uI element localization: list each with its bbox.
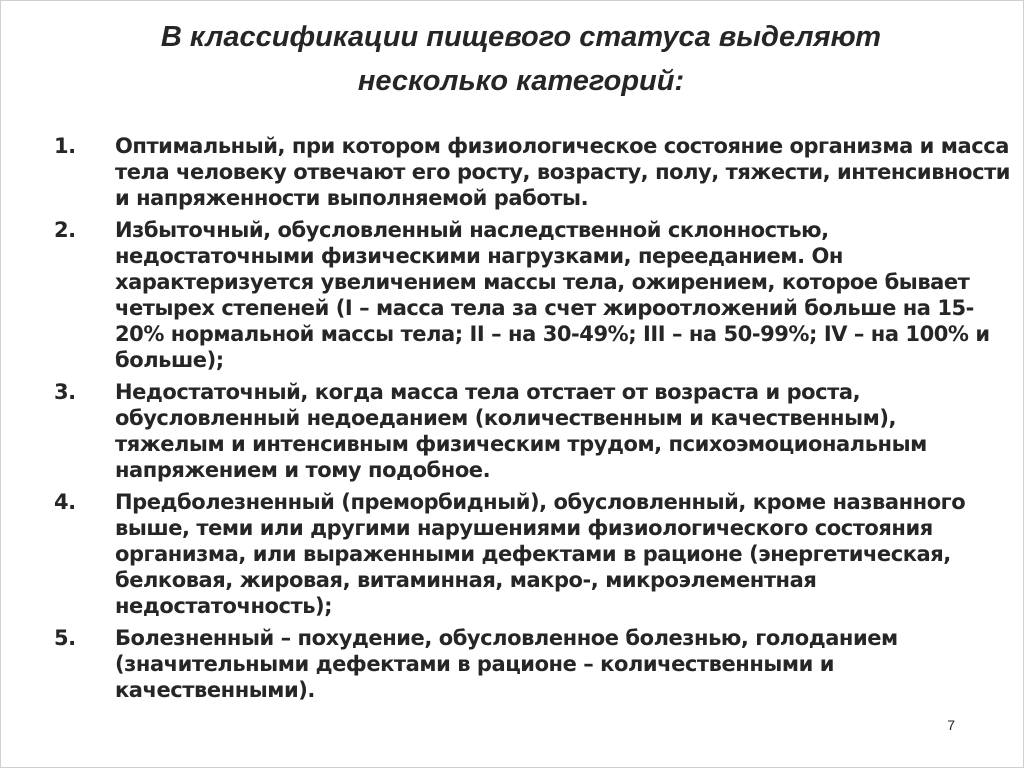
category-item-1	[1, 133, 1024, 211]
category-list	[1, 133, 1024, 709]
category-item-2	[1, 217, 1024, 373]
category-text: Предболезненный (преморбидный), обусловленный, кроме названного выше, теми или другими нарушениями физиологического состояния организма, или выраженными дефектами в рационе (энергетическая, белковая, жировая, витаминная, макро-, микроэлементная недостаточность);	[115, 490, 966, 618]
category-item-3	[1, 379, 1024, 483]
category-text: Недостаточный, когда масса тела отстает от возраста и роста, обусловленный недоеданием (количественным и качественным), тяжелым и интенсивным физическим трудом, психоэмоциональным напряжением и тому подобное.	[115, 380, 927, 482]
page-number: 7	[947, 717, 955, 733]
category-number: 3.	[54, 380, 76, 404]
category-number: 5.	[54, 626, 76, 650]
category-number: 2.	[54, 218, 76, 242]
slide-title	[131, 15, 911, 103]
category-text: Оптимальный, при котором физиологическое состояние организма и масса тела человеку отвечают его росту, возрасту, полу, тяжести, интенсивности и напряженности выполняемой работы.	[115, 134, 1011, 210]
slide-title-line-1: В классификации пищевого статуса выделяют	[160, 21, 882, 53]
category-item-4	[1, 489, 1024, 619]
category-text: Болезненный – похудение, обусловленное болезнью, голоданием (значительными дефектами в рационе – количественными и качественными).	[115, 626, 898, 702]
category-number: 1.	[54, 134, 76, 158]
slide-title-line-2: несколько категорий:	[357, 65, 685, 97]
category-text: Избыточный, обусловленный наследственной склонностью, недостаточными физическими нагрузками, перееданием. Он характеризуется увеличением массы тела, ожирением, которое бывает четырех степеней (I – масса тела за счет жироотложений больше на 15-20% нормальной массы тела; II – на 30-49%; III – на 50-99%; IV – на 100% и больше);	[115, 218, 990, 372]
category-number: 4.	[54, 490, 76, 514]
category-item-5	[1, 625, 1024, 703]
